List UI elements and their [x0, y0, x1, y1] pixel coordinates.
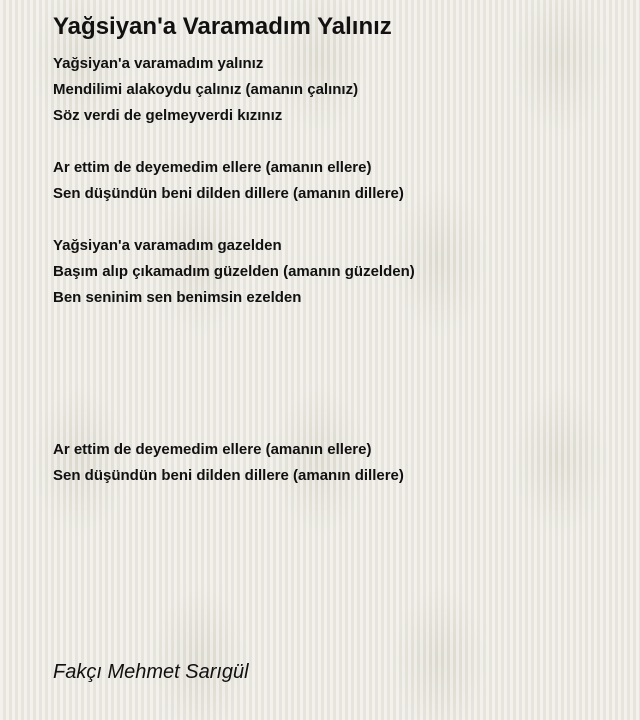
- poem-line: Yağsiyan'a varamadım yalınız: [53, 55, 264, 72]
- poem-line: Ben seninim sen benimsin ezelden: [53, 289, 302, 306]
- poem-line: Ar ettim de deyemedim ellere (amanın ellere): [53, 441, 372, 458]
- poem-title: Yağsiyan'a Varamadım Yalınız: [53, 13, 392, 40]
- poem-line: Söz verdi de gelmeyverdi kızınız: [53, 107, 283, 124]
- poem-line: Mendilimi alakoydu çalınız (amanın çalınız): [53, 81, 359, 98]
- poem-line: Sen düşündün beni dilden dillere (amanın dillere): [53, 185, 404, 202]
- poem-line: Ar ettim de deyemedim ellere (amanın ellere): [53, 159, 372, 176]
- poem-page: [53, 0, 613, 720]
- poem-author: Fakçı Mehmet Sarıgül: [53, 661, 249, 683]
- poem-line: Başım alıp çıkamadım güzelden (amanın güzelden): [53, 263, 415, 280]
- poem-line: Yağsiyan'a varamadım gazelden: [53, 237, 282, 254]
- poem-line: Sen düşündün beni dilden dillere (amanın dillere): [53, 467, 404, 484]
